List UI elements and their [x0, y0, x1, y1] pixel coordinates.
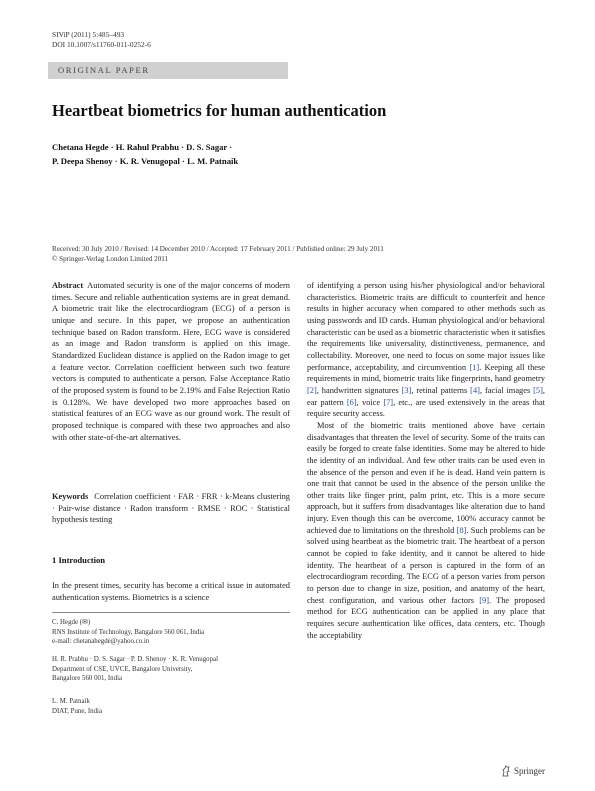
paragraph-text: , voice — [356, 397, 384, 407]
citation-link[interactable]: [8] — [456, 525, 467, 535]
affiliation-3 — [52, 697, 290, 716]
citation-link[interactable]: [9] — [479, 595, 489, 605]
paragraph-text: . Such problems can be solved using heartbeat as the biometric trait. The heartbeat of a person cannot be copied to fake identity, and it cannot be altered to hide identity. The heartbeat of a person is captured in the form of an electrocardiogram recording. The ECG of a person varies from person to person due to change in size, position, and anatomy of the heart, chest configuration, and various other factors — [307, 525, 545, 605]
affiliation-1 — [52, 618, 290, 647]
paragraph-text: Most of the biometric traits mentioned above have certain disadvantages that threaten the level of security. Some of the traits can easily be forged to create false identities. Some may be altered to hide the identity of an individual. And few other traits can be used even in the absence of the person and even if he is dead. Hand vein pattern is one trait that cannot be used in the absence of the person unlike the other traits like finger print, palm print, etc. This is a more secure approach, but it suffers from disadvantages like alteration due to hand injury. Even though this can be overcome, 100% accuracy cannot be achieved due to limitations on the threshold — [307, 420, 545, 535]
affiliation-1-name: C. Hegde (✉) — [52, 619, 91, 626]
keywords-label: Keywords — [52, 492, 89, 501]
paragraph-text: of identifying a person using his/her physiological and/or behavioral characteristics. Biometric traits are difficult to counterfeit and hence results in higher accuracy when compared to other methods such as using passwords and ID cards. Human physiological and/or behavioral characteristic can be used as a biometric characteristic when it satisfies the requirements like universality, distinctiveness, permanence, and collectability. Moreover, one need to focus on some major issues like performance, acceptability, and circumvention — [307, 281, 545, 372]
footnote-divider — [52, 612, 290, 613]
publication-history — [52, 244, 552, 264]
citation-link[interactable]: [7] — [383, 397, 394, 407]
section-heading-introduction: 1 Introduction — [52, 555, 106, 565]
copyright-line: © Springer-Verlag London Limited 2011 — [52, 255, 169, 263]
abstract-paragraph — [52, 280, 290, 443]
citation-link[interactable]: [6] — [346, 397, 357, 407]
doi-line: DOI 10.1007/s11760-011-0252-6 — [52, 40, 151, 49]
affiliation-3-name: L. M. Patnaik — [52, 698, 90, 705]
affiliation-2 — [52, 655, 290, 684]
paragraph-text: , facial images — [479, 385, 534, 395]
citation-link[interactable]: [3] — [401, 385, 412, 395]
abstract-text: Automated security is one of the major concerns of modern times. Secure and reliable authentication systems are in great demand. A biometric trait like the electrocardiogram (ECG) of a person is unique and secure. In this paper, we propose an authentication technique based on Radon transform. Here, ECG wave is considered as an image and Radon transform is applied on this image. Standardized Euclidean distance is applied on the Radon image to get a feature vector. Correlation coefficient between such two feature vectors is computed to authenticate a person. False Acceptance Ratio of the proposed system is found to be 2.19% and False Rejection Ratio is 0.128%. We have developed two more approaches based on statistical features of an ECG wave as our ground work. The result of proposed technique is compared with these two approaches and also with other state-of-the-art alternatives. — [52, 281, 290, 442]
journal-header — [52, 30, 151, 50]
article-type-banner: ORIGINAL PAPER — [48, 62, 288, 79]
abstract-block — [52, 280, 290, 443]
paragraph-text: , etc., are used extensively in the areas that require security access. — [307, 397, 545, 419]
citation-link[interactable]: [2] — [307, 385, 317, 395]
citation-link[interactable]: [5] — [533, 385, 543, 395]
body-right-column — [307, 280, 545, 641]
keywords-text: Correlation coefficient · FAR · FRR · k-Means clustering · Pair-wise distance · Radon transform · RMSE · ROC · Statistical hypothesis testing — [52, 492, 290, 525]
author-list — [52, 140, 502, 168]
paragraph-text: , handwritten signatures — [316, 385, 402, 395]
keywords-paragraph — [52, 491, 290, 526]
paragraph-text: , ear pattern — [307, 385, 545, 407]
authors-line-1: Chetana Hegde · H. Rahul Prabhu · D. S. Sagar · — [52, 142, 233, 152]
body-paragraph-2 — [307, 420, 545, 641]
affiliation-2-names: H. R. Prabhu · D. S. Sagar · P. D. Shenoy · K. R. Venugopal — [52, 656, 219, 663]
affiliation-2-department: Department of CSE, UVCE, Bangalore University, — [52, 665, 193, 673]
dates-line: Received: 30 July 2010 / Revised: 14 December 2010 / Accepted: 17 February 2011 / Published online: 29 July 2011 — [52, 245, 384, 253]
intro-left-block — [52, 580, 290, 603]
affiliation-1-institution: RNS Institute of Technology, Bangalore 560 061, India — [52, 628, 205, 636]
citation-link[interactable]: [4] — [470, 385, 480, 395]
paragraph-text: . The proposed method for ECG authentication can be applied in any place that requires secure authentication like offices, data centers, etc. Though the acceptability — [307, 595, 545, 640]
article-title: Heartbeat biometrics for human authentication — [52, 101, 387, 120]
abstract-label: Abstract — [52, 281, 84, 290]
publisher-footer — [501, 765, 545, 777]
intro-paragraph-left: In the present times, security has become a critical issue in automated authentication systems. Biometrics is a science — [52, 581, 290, 602]
affiliation-2-city: Bangalore 560 001, India — [52, 675, 123, 682]
keywords-block — [52, 491, 290, 526]
springer-horse-icon — [501, 765, 511, 777]
citation-link[interactable]: [1] — [469, 362, 480, 372]
publisher-name: Springer — [514, 766, 545, 776]
paragraph-text: , retinal patterns — [411, 385, 471, 395]
authors-line-2: P. Deepa Shenoy · K. R. Venugopal · L. M. Patnaik — [52, 156, 239, 166]
body-paragraph-1 — [307, 280, 545, 420]
affiliation-1-email[interactable]: e-mail: chetanahegde@yahoo.co.in — [52, 638, 150, 645]
affiliation-3-institution: DIAT, Pune, India — [52, 707, 103, 715]
journal-citation: SIViP (2011) 5:485–493 — [52, 30, 125, 39]
paragraph-text: . Keeping all these requirements in mind, biometric traits like fingerprints, hand geometry — [307, 362, 545, 384]
